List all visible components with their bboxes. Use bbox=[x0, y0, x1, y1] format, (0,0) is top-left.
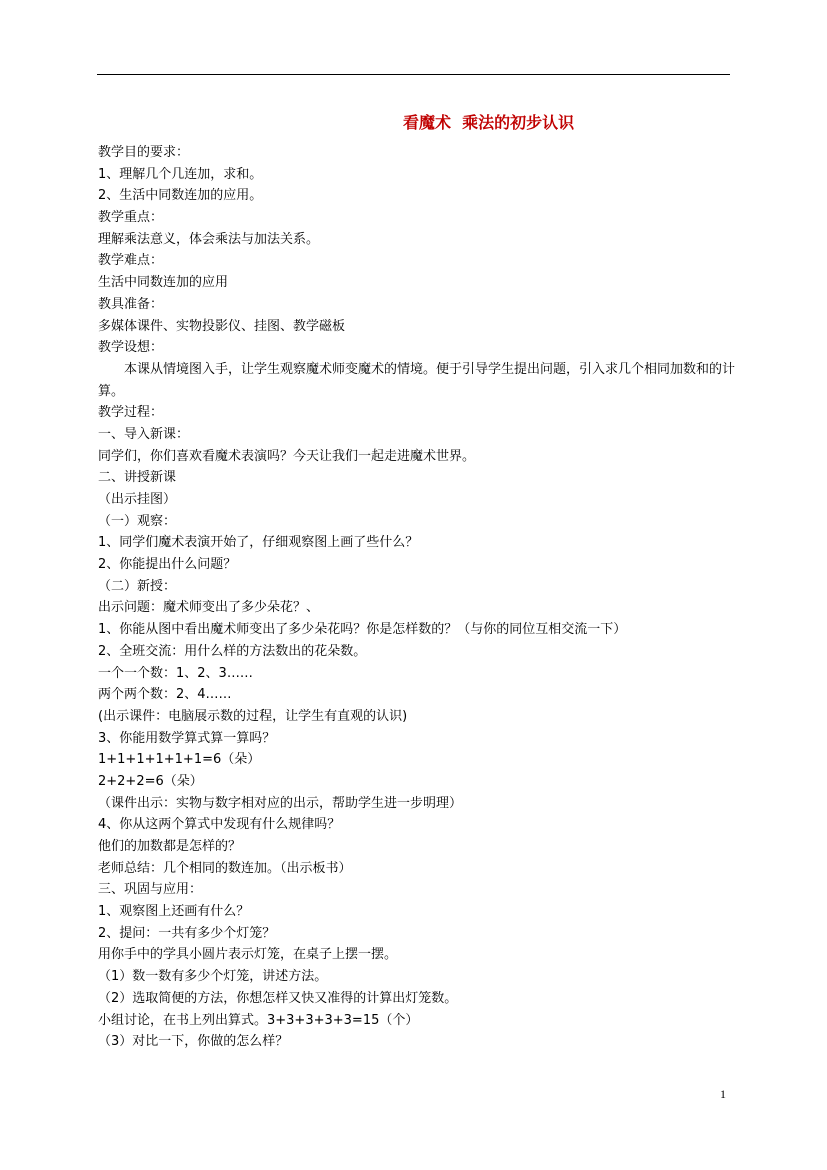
courseware-note-2: （课件出示：实物与数字相对应的出示，帮助学生进一步明理） bbox=[98, 795, 463, 811]
teach-item-2: 2、全班交流：用什么样的方法数出的花朵数。 bbox=[98, 643, 367, 659]
practice-instruction: 用你手中的学具小圆片表示灯笼，在桌子上摆一摆。 bbox=[98, 947, 398, 963]
heading-design: 教学设想： bbox=[98, 340, 164, 356]
teach-item-1: 1、你能从图中看出魔术师变出了多少朵花吗？你是怎样数的？（与你的同位互相交流一下） bbox=[98, 622, 627, 638]
practice-item-1: 1、观察图上还画有什么？ bbox=[98, 904, 250, 920]
courseware-note-1: (出示课件：电脑展示数的过程，让学生有直观的认识) bbox=[98, 708, 408, 724]
section-practice-heading: 三、巩固与应用： bbox=[98, 882, 203, 898]
teach-question: 出示问题：魔术师变出了多少朵花？、 bbox=[98, 600, 320, 616]
teacher-summary: 老师总结：几个相同的数连加。（出示板书） bbox=[98, 860, 352, 876]
practice-sub-3: （3）对比一下，你做的怎么样？ bbox=[98, 1034, 289, 1050]
show-chart-note: （出示挂图） bbox=[98, 492, 177, 508]
objective-item-2: 2、生活中同数连加的应用。 bbox=[98, 188, 263, 204]
header-rule bbox=[97, 74, 730, 75]
heading-key-points: 教学重点： bbox=[98, 210, 164, 226]
count-by-twos: 两个两个数：2、4…… bbox=[98, 687, 232, 703]
heading-objectives: 教学目的要求： bbox=[98, 145, 190, 160]
group-discussion: 小组讨论，在书上列出算式。3+3+3+3+3=15（个） bbox=[98, 1012, 419, 1028]
addends-question: 他们的加数都是怎样的？ bbox=[98, 839, 242, 855]
practice-sub-2: （2）选取简便的方法，你想怎样又快又准得的计算出灯笼数。 bbox=[98, 990, 458, 1006]
key-points-text: 理解乘法意义，体会乘法与加法关系。 bbox=[98, 231, 320, 247]
observe-heading: （一）观察： bbox=[98, 513, 177, 529]
document-title: 看魔术 乘法的初步认识 bbox=[403, 113, 575, 132]
document-body bbox=[98, 142, 736, 1053]
materials-text: 多媒体课件、实物投影仪、挂图、教学磁板 bbox=[98, 318, 346, 334]
teach-heading: （二）新授： bbox=[98, 578, 177, 594]
section-new-lesson-heading: 二、讲授新课 bbox=[98, 470, 177, 486]
practice-item-2: 2、提问：一共有多少个灯笼？ bbox=[98, 925, 276, 941]
observe-item-2: 2、你能提出什么问题？ bbox=[98, 557, 237, 573]
difficulties-text: 生活中同数连加的应用 bbox=[98, 275, 229, 291]
teach-item-3: 3、你能用数学算式算一算吗？ bbox=[98, 730, 276, 746]
equation-1: 1+1+1+1+1+1=6（朵） bbox=[98, 752, 261, 768]
observe-item-1: 1、同学们魔术表演开始了，仔细观察图上画了些什么？ bbox=[98, 535, 419, 551]
page-number: 1 bbox=[720, 1087, 726, 1101]
practice-sub-1: （1）数一数有多少个灯笼，讲述方法。 bbox=[98, 969, 328, 985]
equation-2: 2+2+2=6（朵） bbox=[98, 773, 203, 789]
heading-process: 教学过程： bbox=[98, 405, 164, 421]
intro-text: 同学们，你们喜欢看魔术表演吗？今天让我们一起走进魔术世界。 bbox=[98, 448, 476, 464]
count-by-ones: 一个一个数：1、2、3…… bbox=[98, 665, 253, 681]
section-intro-heading: 一、导入新课： bbox=[98, 426, 190, 442]
heading-materials: 教具准备： bbox=[98, 296, 164, 312]
teach-item-4: 4、你从这两个算式中发现有什么规律吗？ bbox=[98, 817, 341, 833]
design-paragraph: 本课从情境图入手，让学生观察魔术师变魔术的情境。便于引导学生提出问题，引入求几个相同加数和的计算。 bbox=[98, 361, 736, 399]
heading-difficulties: 教学难点： bbox=[98, 253, 164, 269]
objective-item-1: 1、理解几个几连加，求和。 bbox=[98, 166, 263, 182]
